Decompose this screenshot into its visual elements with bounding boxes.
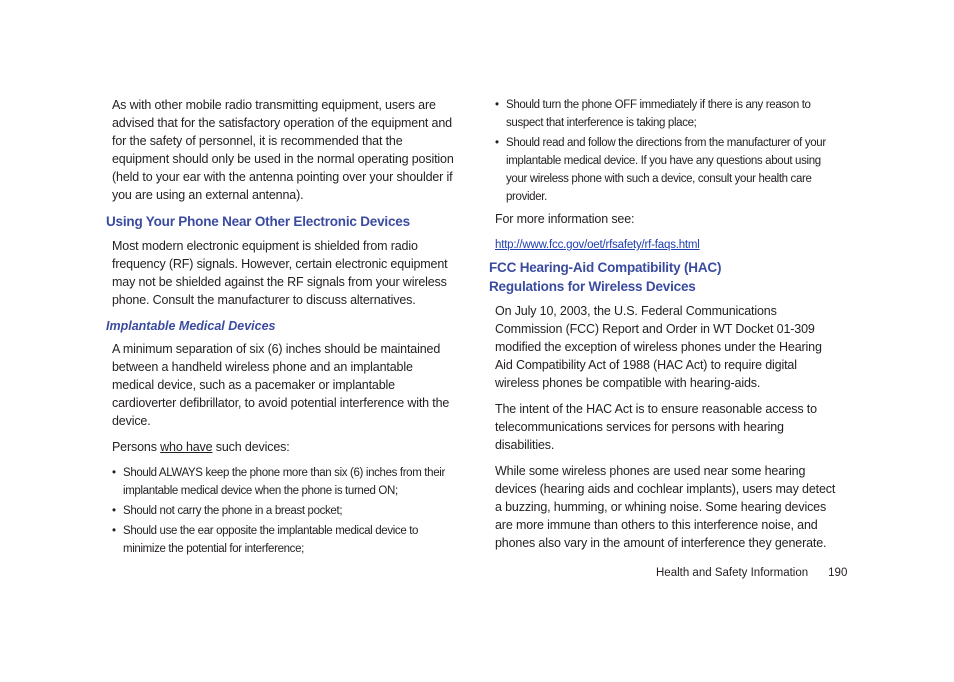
heading-fcc-line1: FCC Hearing-Aid Compatibility (HAC) [489,260,722,275]
hac-paragraph-3: While some wireless phones are used near some hearing devices (hearing aids and cochlear implants), users may detect a buzzing, humming, or whining noise. Some hearing devices are more immune than others to this interference noise, and phones also vary in the amount of interference they generate. [495,464,836,550]
bullet-icon: • [112,467,116,479]
right-column [489,96,841,560]
bullet-text: Should ALWAYS keep the phone more than six (6) inches from their implantable medical device when the phone is turned ON; [123,467,445,497]
footer-section-title: Health and Safety Information [656,567,809,579]
bullet-text: Should use the ear opposite the implantable medical device to minimize the potential for interference; [123,525,419,555]
bullet-text: Should not carry the phone in a breast pocket; [123,505,343,517]
persons-underlined: who have [160,440,213,454]
persons-after: such devices: [212,440,290,454]
more-info-text: For more information see: [495,212,635,226]
bullet-icon: • [495,137,499,149]
list-item [495,96,841,132]
hac-paragraph-1: On July 10, 2003, the U.S. Federal Communications Commission (FCC) Report and Order in WT Docket 01-309 modified the exception of wireless phones under the Hearing Aid Compatibility Act of 1988 (HAC Act) to require digital wireless phones be compatible with hearing-aids. [495,304,822,390]
bullet-icon: • [495,99,499,111]
heading-fcc-line2: Regulations for Wireless Devices [489,279,696,294]
list-item [112,502,458,520]
bullet-icon: • [112,505,116,517]
hac-paragraph-2: The intent of the HAC Act is to ensure reasonable access to telecommunications services for persons with hearing disabilities. [495,402,817,452]
list-item [112,522,458,558]
page-footer [656,564,847,582]
page-number: 190 [828,567,848,579]
right-bullet-list [495,96,841,206]
bullet-icon: • [112,525,116,537]
heading-electronic-devices: Using Your Phone Near Other Electronic Devices [106,214,410,229]
persons-before: Persons [112,440,161,454]
bullet-text: Should read and follow the directions from the manufacturer of your implantable medical device. If you have any questions about using your wireless phone with such a device, consult your health care provider. [506,137,826,203]
implantable-paragraph: A minimum separation of six (6) inches should be maintained between a handheld wireless phone and an implantable medical device, such as a pacemaker or implantable cardioverter defibrillator, to avoid potential interference with the device. [112,342,450,428]
list-item [495,134,841,206]
fcc-rf-faq-link[interactable]: http://www.fcc.gov/oet/rfsafety/rf-faqs.html [495,239,700,251]
left-bullet-list [112,464,458,558]
list-item [112,464,458,500]
electronic-devices-paragraph: Most modern electronic equipment is shielded from radio frequency (RF) signals. However, certain electronic equipment may not be shielded against the RF signals from your wireless phone. Consult the manufacturer to discuss alternatives. [112,239,448,307]
persons-line [112,438,458,456]
left-column [106,96,458,562]
bullet-text: Should turn the phone OFF immediately if there is any reason to suspect that interference is taking place; [506,99,811,129]
heading-fcc-hac [489,258,841,296]
intro-paragraph: As with other mobile radio transmitting equipment, users are advised that for the satisfactory operation of the equipment and for the safety of personnel, it is recommended that the equipment should only be used in the normal operating position (held to your ear with the antenna pointing over your shoulder if you are using an external antenna). [112,98,454,202]
heading-implantable-devices: Implantable Medical Devices [106,319,276,333]
